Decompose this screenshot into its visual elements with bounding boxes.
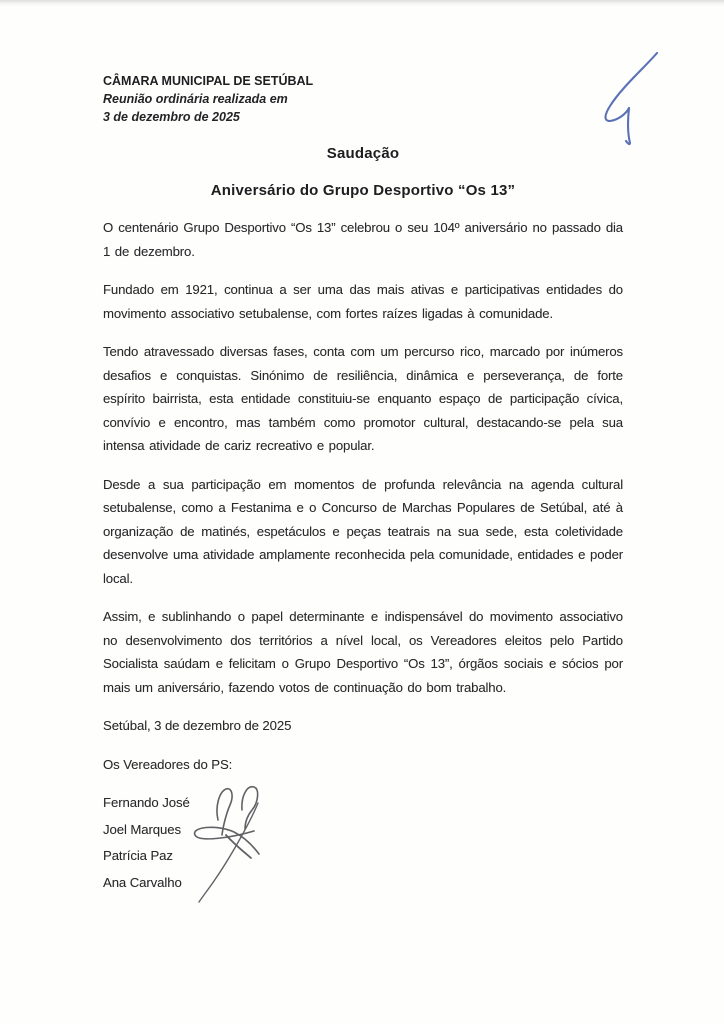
signatory-names-list — [103, 790, 623, 896]
paragraph-1: O centenário Grupo Desportivo “Os 13” celebrou o seu 104º aniversário no passado dia 1 de dezembro. — [103, 220, 623, 259]
signatory-name-1: Fernando José — [103, 795, 190, 810]
org-name: CÂMARA MUNICIPAL DE SETÚBAL — [103, 74, 314, 88]
scan-artifact-top-edge — [0, 0, 724, 7]
paragraph-5: Assim, e sublinhando o papel determinante e indispensável do movimento associativo no desenvolvimento dos territórios a nível local, os Vereadores eleitos pelo Partido Socialista saúdam e felicitam o Grupo Desportivo “Os 13”, órgãos sociais e sócios por mais um aniversário, fazendo votos de continuação do bom trabalho. — [103, 609, 623, 695]
document-header — [103, 72, 623, 126]
paragraph-3: Tendo atravessado diversas fases, conta com um percurso rico, marcado por inúmeros desafios e conquistas. Sinónimo de resiliência, dinâmica e perseverança, de forte espírito bairrista, esta entidade constituiu-se enquanto espaço de participação cívica, convívio e encontro, mas também como promotor cultural, destacando-se pela sua intensa atividade de cariz recreativo e popular. — [103, 344, 623, 453]
paragraph-4: Desde a sua participação em momentos de profunda relevância na agenda cultural setubalense, como a Festanima e o Concurso de Marchas Populares de Setúbal, até à organização de matinés, espetáculos e peças teatrais na sua sede, esta coletividade desenvolve uma atividade amplamente reconhecida pela comunidade, entidades e poder local. — [103, 476, 623, 586]
document-title: Saudação — [326, 145, 400, 162]
document-subtitle: Aniversário do Grupo Desportivo “Os 13” — [210, 182, 516, 199]
place-date-line: Setúbal, 3 de dezembro de 2025 — [103, 718, 292, 733]
paragraph-2: Fundado em 1921, continua a ser uma das mais ativas e participativas entidades do movimento associativo setubalense, com fortes raízes ligadas à comunidade. — [103, 282, 623, 321]
document-content — [103, 72, 623, 896]
meeting-line: Reunião ordinária realizada em — [103, 92, 288, 106]
signatory-name-3: Patrícia Paz — [103, 848, 173, 863]
signatory-name-2: Joel Marques — [103, 821, 181, 837]
meeting-date: 3 de dezembro de 2025 — [103, 110, 240, 124]
signatories-label: Os Vereadores do PS: — [103, 756, 233, 772]
signatory-name-4: Ana Carvalho — [103, 874, 182, 890]
